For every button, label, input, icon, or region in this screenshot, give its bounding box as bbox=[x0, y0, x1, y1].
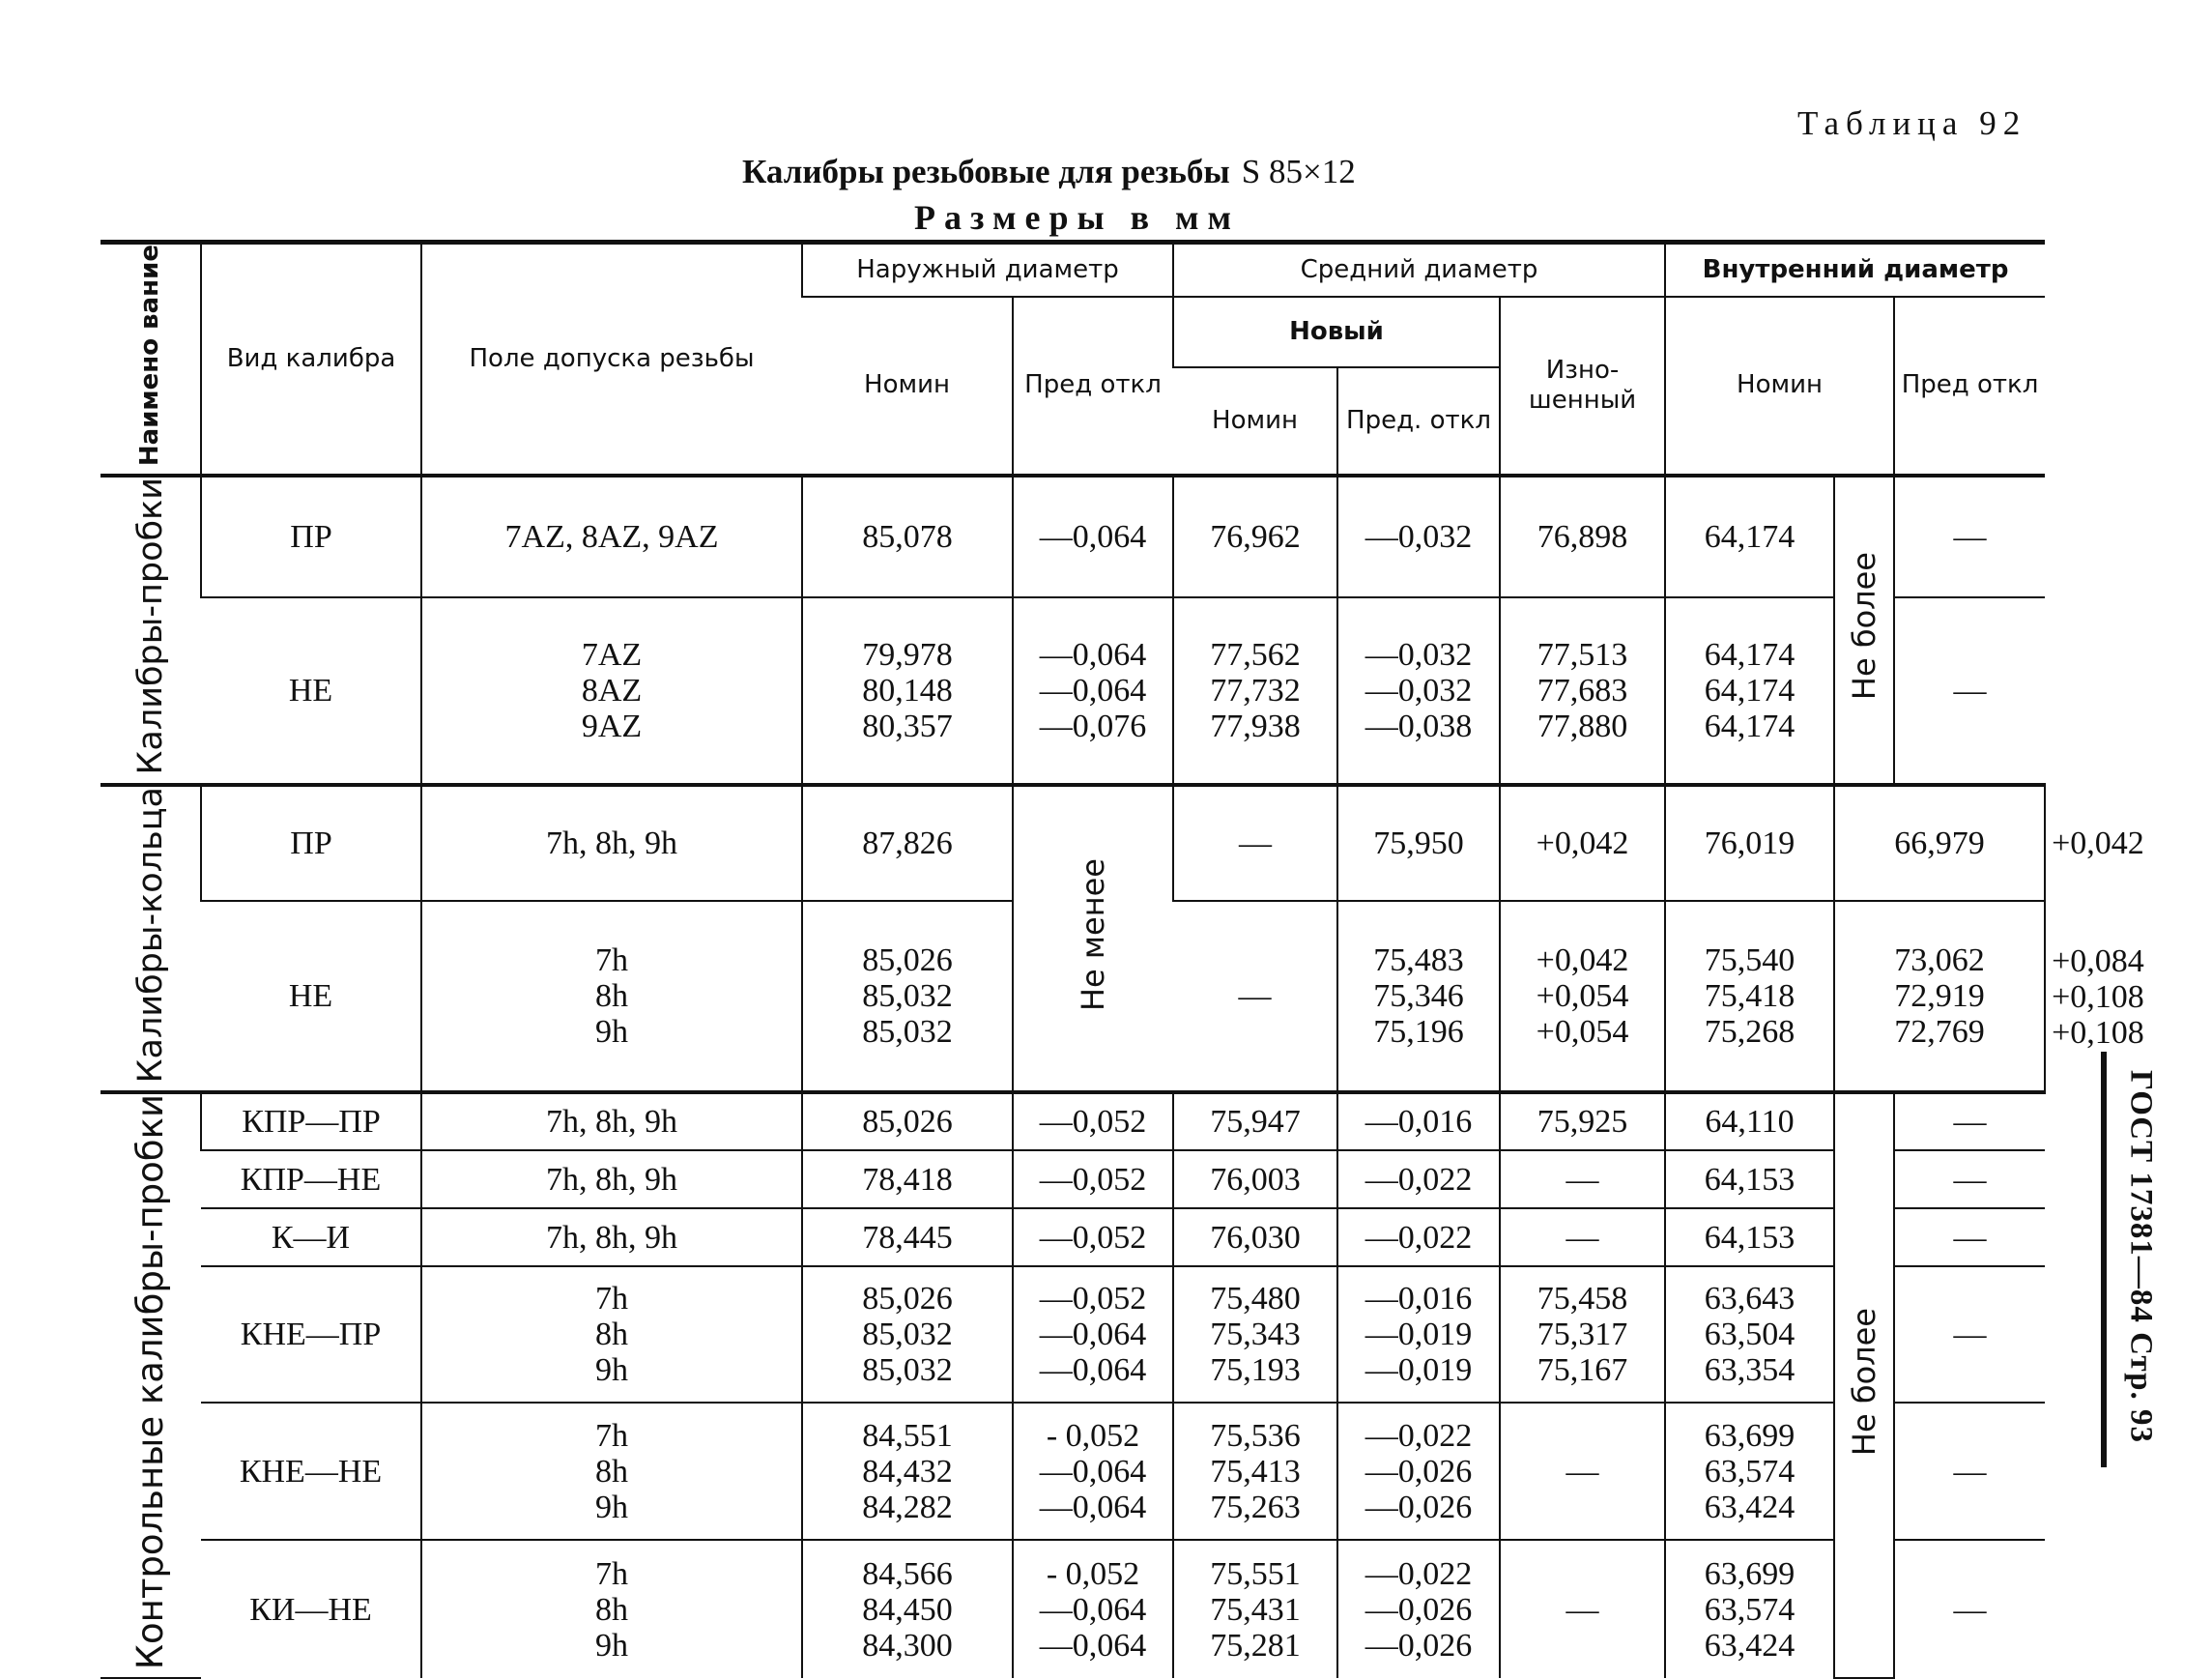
group-rings-label-text: Калибры-кольца bbox=[130, 786, 170, 1083]
mid-deviation-line: —0,019 bbox=[1365, 1317, 1473, 1353]
outer-deviation-line: —0,052 bbox=[1039, 1103, 1147, 1140]
inner-nominal-cell bbox=[1665, 476, 1834, 597]
mid-nominal-line: 75,480 bbox=[1210, 1281, 1301, 1317]
mid-worn-cell bbox=[1500, 1403, 1665, 1541]
group-control-label-text: Контрольные калибры-пробки bbox=[129, 1093, 171, 1670]
outer-nominal-line: 84,300 bbox=[862, 1627, 953, 1664]
side-note-text: ГОСТ 17381—84 Стр. 93 bbox=[2123, 1070, 2159, 1443]
mid-worn-line: 75,458 bbox=[1537, 1281, 1628, 1317]
mid-deviation-line: —0,026 bbox=[1365, 1453, 1473, 1490]
outer-nominal-line: 85,032 bbox=[862, 1317, 953, 1353]
mid-deviation-line: —0,026 bbox=[1365, 1627, 1473, 1664]
mid-nominal-line: 75,263 bbox=[1210, 1489, 1301, 1525]
side-rule bbox=[2101, 1052, 2107, 1467]
mid-deviation-line: —0,026 bbox=[1365, 1489, 1473, 1525]
table-row bbox=[101, 476, 2045, 597]
col-inner-nom-header: Номин bbox=[1665, 297, 1894, 477]
tolerance-cell bbox=[421, 785, 802, 902]
mid-nominal-line: 75,947 bbox=[1210, 1103, 1301, 1140]
table-row bbox=[101, 597, 2045, 785]
mid-nominal-line: 75,196 bbox=[1373, 1014, 1464, 1051]
inner-deviation-line: — bbox=[1953, 672, 1987, 709]
table-title bbox=[742, 153, 1356, 191]
outer-deviation-line: —0,064 bbox=[1039, 1591, 1147, 1628]
outer-deviation-cell bbox=[1013, 1266, 1173, 1402]
tolerance-line: 8h bbox=[595, 1317, 628, 1353]
table-row: НЕ 7h 8h 9h 85,026 85,032 85,032 — 75,483 75,346 75,196 +0,042 +0,054 +0,054 75,540 75,418 75,268 73,062 72,919 72,769 +0,084 +0,108 +0,108 bbox=[101, 901, 2045, 1091]
inner-deviation-line: — bbox=[1953, 1591, 1987, 1628]
col-mid-new-header: Новый bbox=[1173, 297, 1500, 368]
mid-nominal-cell bbox=[1337, 785, 1500, 902]
mid-nominal-line: 75,950 bbox=[1373, 825, 1464, 861]
outer-deviation-cell bbox=[1013, 1150, 1173, 1208]
mid-nominal-line: 76,962 bbox=[1210, 518, 1301, 555]
outer-nominal-line: 84,566 bbox=[862, 1555, 953, 1592]
group-rings-label bbox=[101, 785, 201, 1092]
mid-nominal-line: 76,003 bbox=[1210, 1161, 1301, 1198]
mid-nominal-line: 75,483 bbox=[1373, 942, 1464, 979]
inner-deviation-cell bbox=[1894, 1208, 2045, 1266]
mid-worn-line: — bbox=[1566, 1219, 1599, 1256]
mid-worn-line: 75,418 bbox=[1704, 978, 1795, 1015]
table-row bbox=[101, 1403, 2045, 1541]
mid-nominal-line: 75,343 bbox=[1210, 1317, 1301, 1353]
outer-nominal-cell bbox=[802, 476, 1013, 597]
inner-nominal-line: 63,354 bbox=[1704, 1352, 1795, 1389]
inner-nominal-cell bbox=[1665, 1540, 1834, 1678]
col-mid-worn-header: Изно- шенный bbox=[1500, 297, 1665, 477]
not-more-mark bbox=[1834, 476, 1894, 784]
mid-nominal-cell bbox=[1173, 1092, 1337, 1150]
mid-worn-line: 76,019 bbox=[1704, 825, 1795, 861]
mid-nominal-cell bbox=[1173, 476, 1337, 597]
not-less-mark bbox=[1013, 785, 1173, 1092]
mid-worn-line: 75,167 bbox=[1537, 1352, 1628, 1389]
tolerance-line: 8h bbox=[595, 978, 628, 1015]
table-row bbox=[101, 1150, 2045, 1208]
tolerance-line: 9h bbox=[595, 1014, 628, 1051]
col-inner-header: Внутренний диаметр bbox=[1665, 243, 2045, 297]
outer-deviation-line: —0,064 bbox=[1039, 1489, 1147, 1525]
inner-deviation-cell bbox=[1894, 1266, 2045, 1402]
inner-deviation-cell bbox=[1894, 1540, 2045, 1678]
mid-nominal-line: 75,536 bbox=[1210, 1417, 1301, 1454]
not-more-mark bbox=[1834, 1092, 1894, 1678]
tolerance-line: 8h bbox=[595, 1591, 628, 1628]
table-row bbox=[101, 1092, 2045, 1150]
mid-worn-cell bbox=[1500, 597, 1665, 785]
outer-nominal-line: 79,978 bbox=[862, 636, 953, 673]
mid-deviation-cell bbox=[1337, 476, 1500, 597]
outer-deviation-line: —0,064 bbox=[1039, 1352, 1147, 1389]
inner-nominal-line: 64,174 bbox=[1704, 636, 1795, 673]
col-mid-new-dev-header: Пред. откл bbox=[1337, 367, 1500, 476]
gauge-type-cell: КНЕ—НЕ bbox=[201, 1403, 421, 1541]
inner-deviation-cell bbox=[1894, 597, 2045, 785]
tolerance-line: 7AZ, 8AZ, 9AZ bbox=[504, 518, 719, 555]
tolerance-line: 7h, 8h, 9h bbox=[546, 1103, 677, 1140]
outer-nominal-cell bbox=[802, 785, 1013, 902]
outer-nominal-cell bbox=[802, 1266, 1013, 1402]
gauge-type-cell: КПР—НЕ bbox=[201, 1150, 421, 1208]
inner-deviation-cell bbox=[1894, 476, 2045, 597]
mid-deviation-cell bbox=[1337, 1092, 1500, 1150]
mid-deviation-cell bbox=[1337, 597, 1500, 785]
tolerance-cell bbox=[421, 1208, 802, 1266]
mid-deviation-line: —0,019 bbox=[1365, 1352, 1473, 1389]
outer-nominal-line: 84,450 bbox=[862, 1591, 953, 1628]
outer-nominal-line: 85,032 bbox=[862, 1352, 953, 1389]
mid-deviation-cell bbox=[1500, 901, 1665, 1091]
tolerance-line: 7h bbox=[595, 942, 628, 979]
inner-deviation-cell bbox=[1894, 1150, 2045, 1208]
outer-nominal-cell bbox=[802, 1403, 1013, 1541]
mid-worn-line: 75,268 bbox=[1704, 1014, 1795, 1051]
outer-nominal-cell bbox=[802, 901, 1013, 1091]
mid-deviation-cell bbox=[1337, 1208, 1500, 1266]
mid-worn-line: 77,513 bbox=[1537, 636, 1628, 673]
mid-deviation-line: —0,022 bbox=[1365, 1417, 1473, 1454]
mid-deviation-line: +0,054 bbox=[1536, 978, 1629, 1015]
mid-deviation-line: —0,022 bbox=[1365, 1555, 1473, 1592]
mid-nominal-line: 77,938 bbox=[1210, 708, 1301, 744]
mid-worn-line: 77,683 bbox=[1537, 672, 1628, 709]
outer-nominal-line: 84,551 bbox=[862, 1417, 953, 1454]
table-row: Калибры-кольца ПР 7h, 8h, 9h 87,826 Не менее — 75,950 +0,042 76,019 66,979 +0,042 bbox=[101, 785, 2045, 902]
inner-nominal-line: 73,062 bbox=[1894, 942, 1985, 979]
table-row bbox=[101, 1266, 2045, 1402]
gauge-type-cell: КНЕ—ПР bbox=[201, 1266, 421, 1402]
table-row bbox=[101, 1540, 2045, 1678]
outer-nominal-cell bbox=[802, 597, 1013, 785]
outer-nominal-line: 80,357 bbox=[862, 708, 953, 744]
gauge-type-cell: НЕ bbox=[201, 597, 421, 785]
outer-nominal-line: 85,026 bbox=[862, 1281, 953, 1317]
mid-worn-line: 75,317 bbox=[1537, 1317, 1628, 1353]
units-caption: Размеры в мм bbox=[914, 198, 1241, 237]
mid-worn-line: — bbox=[1566, 1453, 1599, 1490]
mid-nominal-line: 77,732 bbox=[1210, 672, 1301, 709]
outer-deviation-line: —0,052 bbox=[1039, 1161, 1147, 1198]
inner-nominal-line: 66,979 bbox=[1894, 825, 1985, 861]
mid-nominal-cell bbox=[1173, 1540, 1337, 1678]
inner-nominal-line: 63,699 bbox=[1704, 1555, 1795, 1592]
inner-nominal-line: 72,769 bbox=[1894, 1014, 1985, 1051]
inner-nominal-line: 72,919 bbox=[1894, 978, 1985, 1015]
outer-deviation-line: —0,064 bbox=[1039, 518, 1147, 555]
tolerance-line: 9h bbox=[595, 1489, 628, 1525]
table-header bbox=[101, 243, 2045, 477]
inner-nominal-line: 64,110 bbox=[1705, 1103, 1795, 1140]
inner-nominal-cell bbox=[1665, 1208, 1834, 1266]
mid-deviation-cell bbox=[1337, 1403, 1500, 1541]
not-less-mark-text: Не менее bbox=[1074, 857, 1111, 1011]
inner-deviation-line: — bbox=[1953, 1219, 1987, 1256]
outer-nominal-line: 87,826 bbox=[862, 825, 953, 861]
outer-nominal-line: 78,418 bbox=[862, 1161, 953, 1198]
outer-nominal-cell bbox=[802, 1208, 1013, 1266]
mid-deviation-line: —0,016 bbox=[1365, 1103, 1473, 1140]
inner-nominal-cell bbox=[1665, 1150, 1834, 1208]
outer-deviation-cell bbox=[1013, 1540, 1173, 1678]
tolerance-cell bbox=[421, 1266, 802, 1402]
col-outer-dev-header: Пред откл bbox=[1013, 297, 1173, 477]
mid-worn-cell bbox=[1665, 901, 1834, 1091]
tolerance-line: 9h bbox=[595, 1627, 628, 1664]
inner-deviation-line: — bbox=[1953, 518, 1987, 555]
tolerance-line: 8AZ bbox=[581, 672, 643, 709]
mid-nominal-line: 75,193 bbox=[1210, 1352, 1301, 1389]
mid-nominal-cell bbox=[1173, 597, 1337, 785]
inner-nominal-cell bbox=[1665, 1092, 1834, 1150]
tolerance-cell bbox=[421, 901, 802, 1091]
outer-nominal-line: 84,432 bbox=[862, 1453, 953, 1490]
tolerance-line: 7AZ bbox=[581, 636, 643, 673]
mid-worn-line: — bbox=[1566, 1591, 1599, 1628]
tolerance-cell bbox=[421, 597, 802, 785]
outer-deviation-cell bbox=[1013, 1403, 1173, 1541]
mid-deviation-line: —0,038 bbox=[1365, 708, 1473, 744]
outer-nominal-line: 85,032 bbox=[862, 978, 953, 1015]
outer-deviation-cell bbox=[1173, 785, 1337, 902]
inner-nominal-cell bbox=[1834, 785, 2045, 902]
mid-nominal-line: 75,551 bbox=[1210, 1555, 1301, 1592]
mid-deviation-line: —0,016 bbox=[1365, 1281, 1473, 1317]
mid-worn-line: — bbox=[1566, 1161, 1599, 1198]
tolerance-cell bbox=[421, 476, 802, 597]
inner-deviation-cell bbox=[1894, 1403, 2045, 1541]
not-more-mark-text: Не более bbox=[1845, 1308, 1882, 1457]
mid-deviation-cell bbox=[1337, 1266, 1500, 1402]
mid-nominal-cell bbox=[1173, 1208, 1337, 1266]
col-type-header: Вид калибра bbox=[201, 243, 421, 477]
mid-nominal-cell bbox=[1337, 901, 1500, 1091]
tolerance-line: 7h, 8h, 9h bbox=[546, 825, 677, 861]
col-inner-dev-header: Пред откл bbox=[1894, 297, 2045, 477]
tolerance-line: 8h bbox=[595, 1453, 628, 1490]
outer-nominal-cell bbox=[802, 1150, 1013, 1208]
tolerance-cell bbox=[421, 1092, 802, 1150]
outer-deviation-line: —0,064 bbox=[1039, 636, 1147, 673]
inner-nominal-line: 63,424 bbox=[1704, 1627, 1795, 1664]
outer-deviation-cell bbox=[1013, 597, 1173, 785]
tolerance-line: 9h bbox=[595, 1352, 628, 1389]
mid-worn-cell bbox=[1665, 785, 1834, 902]
inner-deviation-cell bbox=[1894, 1092, 2045, 1150]
gauge-type-cell: КИ—НЕ bbox=[249, 1591, 372, 1628]
outer-nominal-line: 78,445 bbox=[862, 1219, 953, 1256]
outer-nominal-line: 85,026 bbox=[862, 1103, 953, 1140]
table-number: Таблица 92 bbox=[1797, 104, 2027, 142]
col-tolerance-header: Поле допуска резьбы bbox=[421, 243, 802, 477]
tolerance-cell bbox=[421, 1403, 802, 1541]
outer-deviation-cell bbox=[1013, 476, 1173, 597]
inner-nominal-line: 64,174 bbox=[1704, 518, 1795, 555]
outer-deviation-line: —0,064 bbox=[1039, 672, 1147, 709]
inner-nominal-line: 63,574 bbox=[1704, 1453, 1795, 1490]
outer-deviation-line: —0,076 bbox=[1039, 708, 1147, 744]
mid-deviation-line: —0,022 bbox=[1365, 1161, 1473, 1198]
inner-nominal-line: 63,424 bbox=[1704, 1489, 1795, 1525]
inner-nominal-line: 64,174 bbox=[1704, 708, 1795, 744]
mid-nominal-cell bbox=[1173, 1266, 1337, 1402]
mid-nominal-line: 75,413 bbox=[1210, 1453, 1301, 1490]
group-plugs-label bbox=[101, 476, 201, 784]
mid-nominal-line: 77,562 bbox=[1210, 636, 1301, 673]
outer-deviation-cell bbox=[1013, 1092, 1173, 1150]
mid-deviation-line: —0,032 bbox=[1365, 518, 1473, 555]
mid-deviation-line: —0,022 bbox=[1365, 1219, 1473, 1256]
mid-worn-cell bbox=[1500, 1208, 1665, 1266]
outer-nominal-line: 85,032 bbox=[862, 1014, 953, 1051]
inner-nominal-cell bbox=[1665, 1266, 1834, 1402]
outer-nominal-line: 85,078 bbox=[862, 518, 953, 555]
mid-deviation-line: —0,026 bbox=[1365, 1591, 1473, 1628]
col-outer-nom-header: Номин bbox=[802, 297, 1013, 477]
inner-nominal-cell bbox=[1834, 901, 2045, 1091]
gauge-type-cell: К—И bbox=[201, 1208, 421, 1266]
mid-worn-line: 75,540 bbox=[1704, 942, 1795, 979]
group-control-label bbox=[101, 1092, 201, 1678]
inner-nominal-line: 64,153 bbox=[1704, 1161, 1795, 1198]
inner-deviation-line: — bbox=[1953, 1453, 1987, 1490]
outer-deviation-line: - 0,052 bbox=[1046, 1555, 1140, 1592]
mid-nominal-line: 75,281 bbox=[1210, 1627, 1301, 1664]
inner-nominal-line: 64,153 bbox=[1704, 1219, 1795, 1256]
inner-nominal-line: 63,574 bbox=[1704, 1591, 1795, 1628]
outer-deviation-line: —0,064 bbox=[1039, 1317, 1147, 1353]
gauge-type-cell: НЕ bbox=[201, 901, 421, 1091]
mid-worn-line: 77,880 bbox=[1537, 708, 1628, 744]
mid-worn-cell bbox=[1500, 1540, 1665, 1678]
group-plugs-label-text: Калибры-пробки bbox=[130, 478, 170, 775]
outer-deviation-cell bbox=[1013, 1208, 1173, 1266]
mid-nominal-line: 76,030 bbox=[1210, 1219, 1301, 1256]
mid-deviation-cell bbox=[1337, 1540, 1500, 1678]
outer-deviation-line: —0,052 bbox=[1039, 1281, 1147, 1317]
mid-deviation-line: —0,032 bbox=[1365, 636, 1473, 673]
col-mid-header: Средний диаметр bbox=[1173, 243, 1665, 297]
tolerance-cell bbox=[421, 1540, 802, 1678]
outer-deviation-line: —0,052 bbox=[1039, 1219, 1147, 1256]
inner-deviation-line: — bbox=[1953, 1317, 1987, 1353]
gauge-type-cell: КПР—ПР bbox=[201, 1092, 421, 1150]
mid-nominal-line: 75,346 bbox=[1373, 978, 1464, 1015]
mid-deviation-line: —0,032 bbox=[1365, 672, 1473, 709]
outer-deviation-line: - 0,052 bbox=[1046, 1417, 1140, 1454]
tolerance-line: 7h, 8h, 9h bbox=[546, 1161, 677, 1198]
tolerance-line: 9AZ bbox=[581, 708, 643, 744]
outer-nominal-line: 80,148 bbox=[862, 672, 953, 709]
col-outer-header: Наружный диаметр bbox=[802, 243, 1173, 297]
side-note bbox=[2083, 1039, 2198, 1474]
mid-nominal-line: 75,431 bbox=[1210, 1591, 1301, 1628]
mid-worn-line: 76,898 bbox=[1537, 518, 1628, 555]
mid-nominal-cell bbox=[1173, 1403, 1337, 1541]
table-row bbox=[101, 1208, 2045, 1266]
outer-deviation-cell bbox=[1173, 901, 1337, 1091]
outer-deviation-line: — bbox=[1238, 978, 1272, 1015]
mid-deviation-line: +0,054 bbox=[1536, 1014, 1629, 1051]
inner-nominal-cell bbox=[1665, 1403, 1834, 1541]
mid-worn-cell bbox=[1500, 1092, 1665, 1150]
inner-nominal-line: 63,699 bbox=[1704, 1417, 1795, 1454]
outer-nominal-line: 85,026 bbox=[862, 942, 953, 979]
mid-worn-cell bbox=[1500, 1150, 1665, 1208]
inner-nominal-line: 64,174 bbox=[1704, 672, 1795, 709]
outer-nominal-cell bbox=[802, 1092, 1013, 1150]
inner-nominal-line: 63,643 bbox=[1704, 1281, 1795, 1317]
inner-nominal-line: 63,504 bbox=[1704, 1317, 1795, 1353]
inner-deviation-line: — bbox=[1953, 1161, 1987, 1198]
mid-worn-cell bbox=[1500, 1266, 1665, 1402]
gauge-type-cell: ПР bbox=[201, 476, 421, 597]
mid-deviation-cell bbox=[1500, 785, 1665, 902]
col-mid-new-nom-header: Номин bbox=[1173, 367, 1337, 476]
thread-spec: S 85×12 bbox=[1241, 153, 1356, 190]
mid-deviation-line: +0,042 bbox=[1536, 942, 1629, 979]
outer-deviation-line: — bbox=[1239, 825, 1272, 861]
gauge-type-cell: ПР bbox=[201, 785, 421, 902]
mid-deviation-cell bbox=[1337, 1150, 1500, 1208]
inner-deviation-line: — bbox=[1953, 1103, 1987, 1140]
inner-nominal-cell bbox=[1665, 597, 1834, 785]
outer-deviation-line: —0,064 bbox=[1039, 1627, 1147, 1664]
mid-nominal-cell bbox=[1173, 1150, 1337, 1208]
tolerance-cell bbox=[421, 1150, 802, 1208]
tolerance-line: 7h, 8h, 9h bbox=[546, 1219, 677, 1256]
mid-worn-cell bbox=[1500, 476, 1665, 597]
not-more-mark-text: Не более bbox=[1845, 552, 1882, 701]
tolerance-line: 7h bbox=[595, 1555, 628, 1592]
outer-deviation-line: —0,064 bbox=[1039, 1453, 1147, 1490]
col-name-header: Наимено вание bbox=[101, 243, 201, 477]
mid-worn-line: 75,925 bbox=[1537, 1103, 1628, 1140]
mid-deviation-line: +0,042 bbox=[1536, 825, 1629, 861]
outer-nominal-line: 84,282 bbox=[862, 1489, 953, 1525]
tolerance-line: 7h bbox=[595, 1417, 628, 1454]
tolerance-line: 7h bbox=[595, 1281, 628, 1317]
outer-nominal-cell bbox=[802, 1540, 1013, 1678]
table-title-text: Калибры резьбовые для резьбы bbox=[742, 153, 1230, 190]
